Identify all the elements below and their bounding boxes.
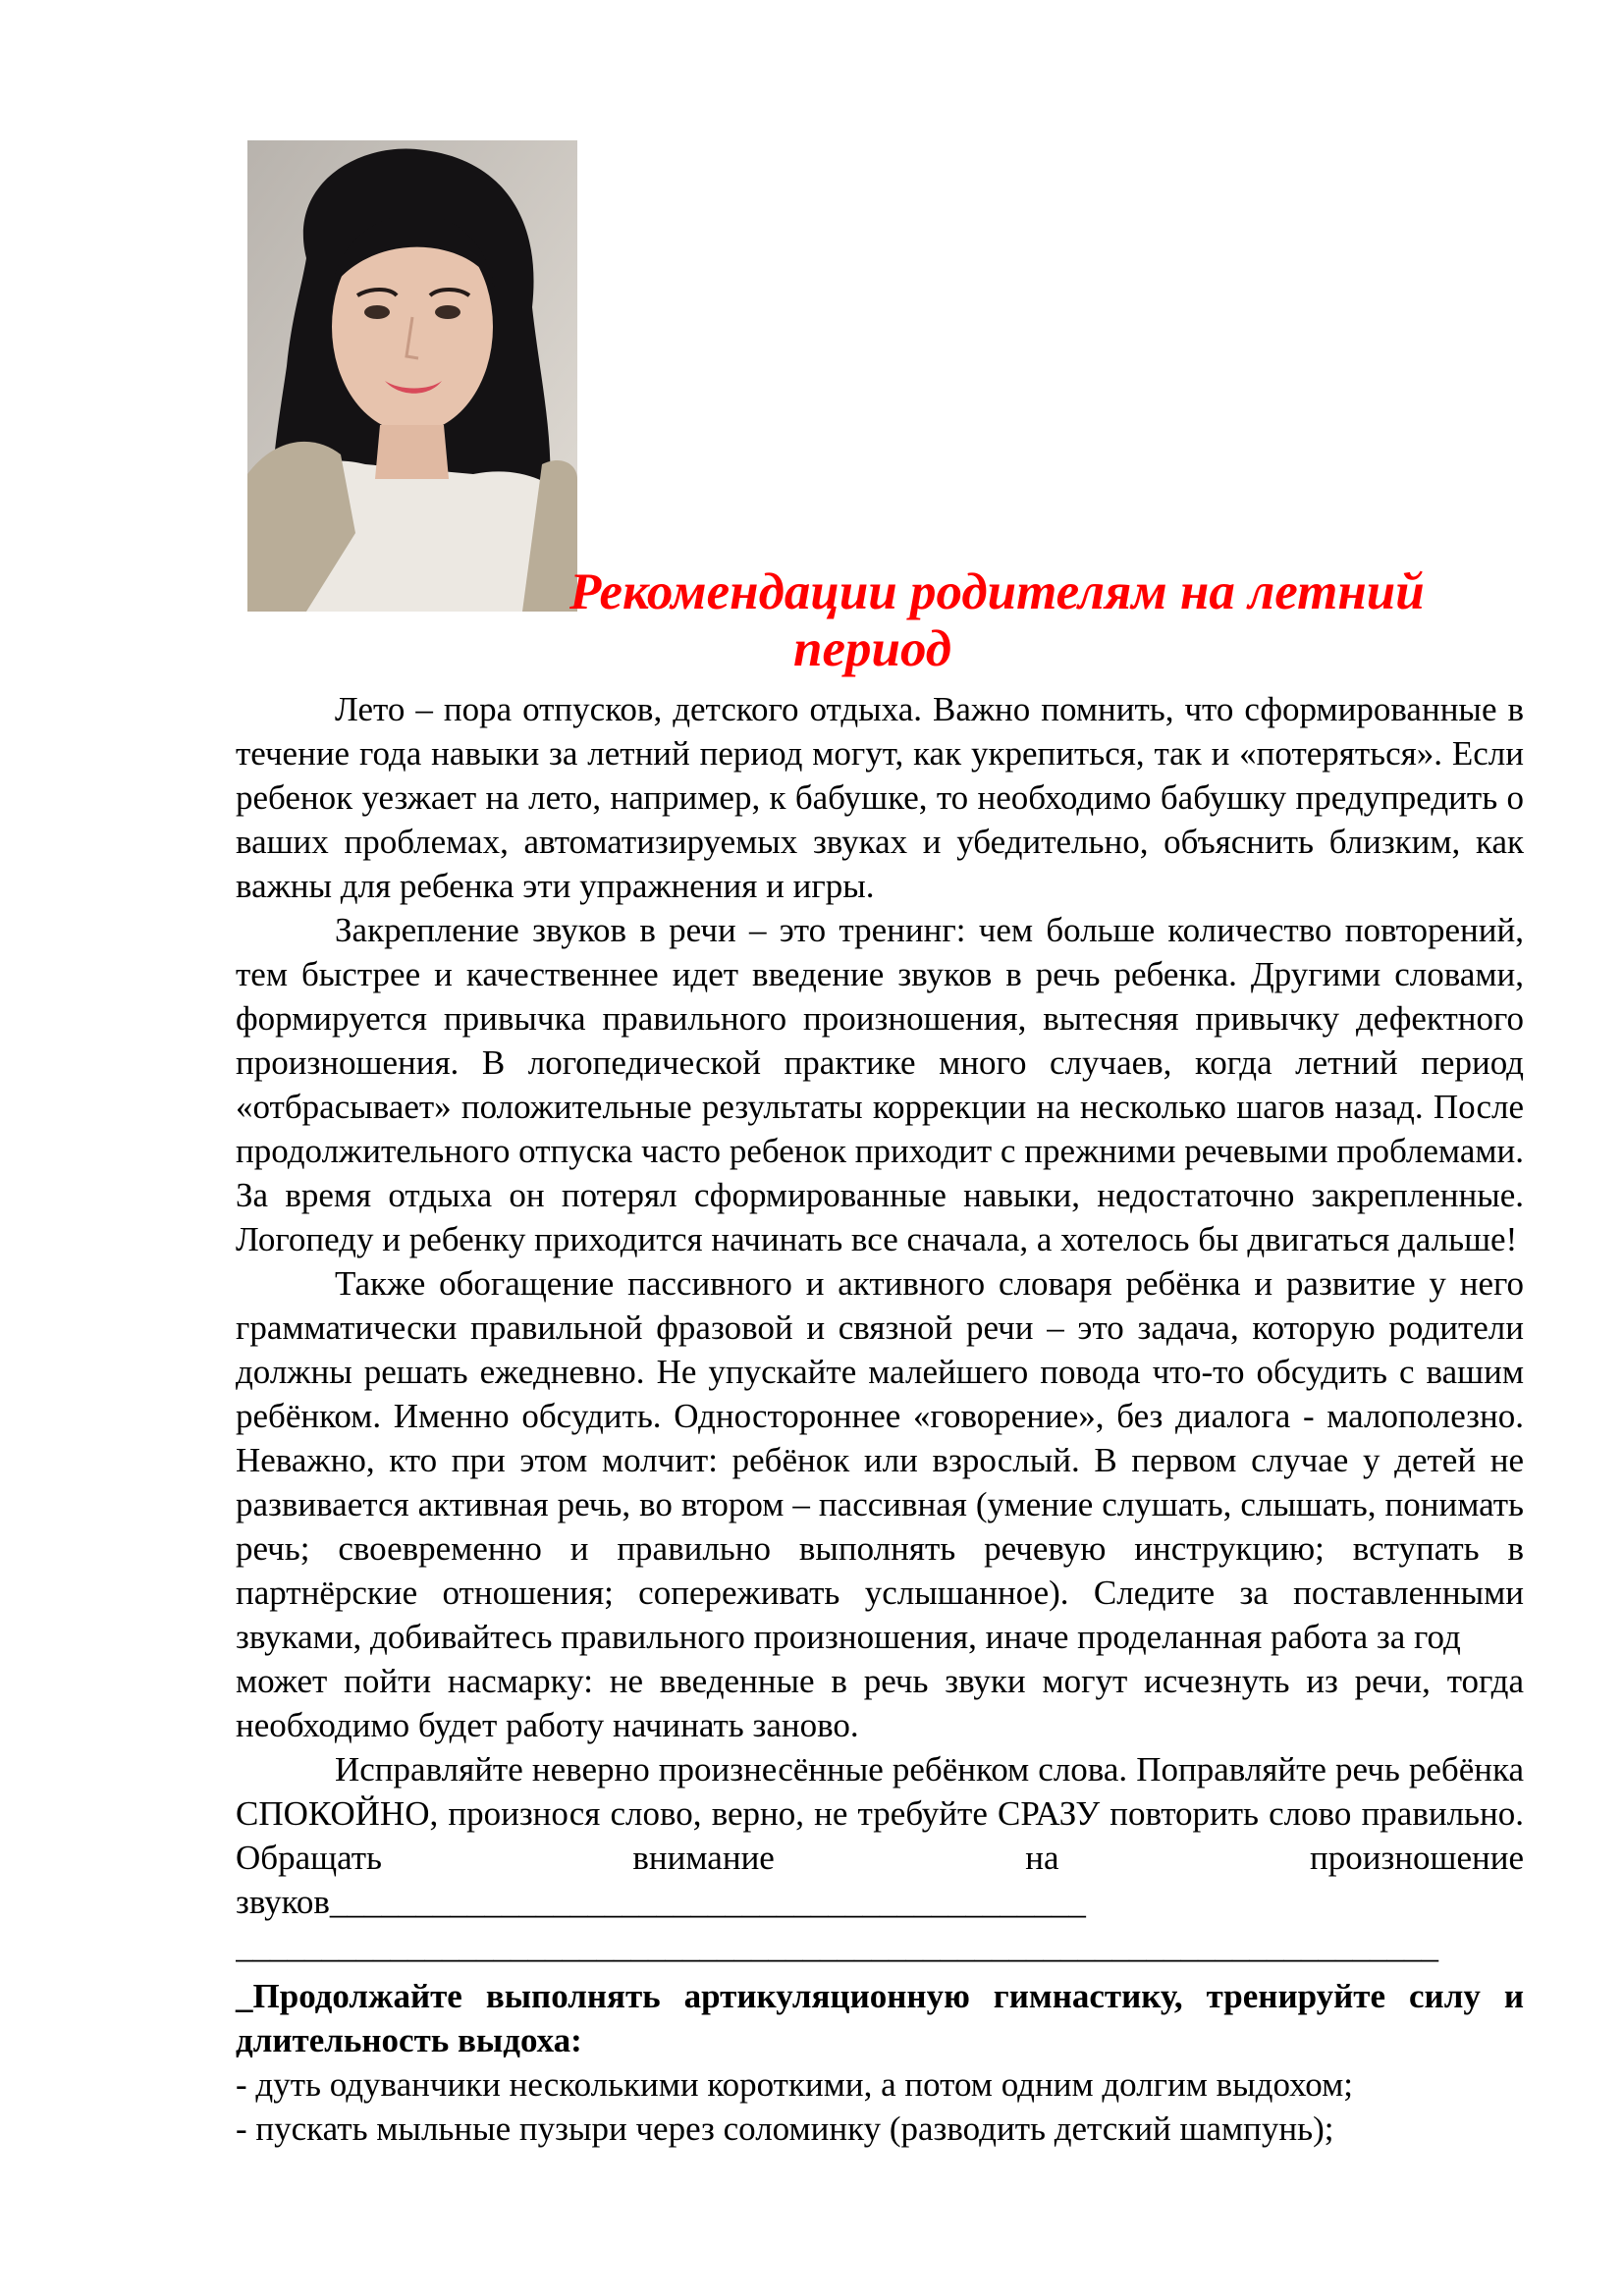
page-title [569,563,1551,677]
document-body [236,687,1524,2151]
portrait-photo-icon [247,140,577,612]
list-item: - пускать мыльные пузыри через соломинку (разводить детский шампунь); [236,2109,1334,2148]
title-line-1: Рекомендации родителям на летний [569,563,1425,620]
paragraph-correction: Исправляйте неверно произнесённые ребёнком слова. Поправляйте речь ребёнка СПОКОЙНО, произнося слово, верно, не требуйте СРАЗУ повторить слово правильно. Обращать внимание на произношение [236,1750,1524,1877]
underline-rule: ______________________________________________________________________ [236,1927,1438,1965]
paragraph-summer-intro: Лето – пора отпусков, детского отдыха. Важно помнить, что сформированные в течение года навыки за летний период могут, как укрепиться, так и «потеряться». Если ребенок уезжает на лето, например, к бабушке, то необходимо бабушку предупредить о ваших проблемах, автоматизируемых звуках и убедительно, объяснить близким, как важны для ребенка эти упражнения и игры. [236,690,1524,905]
paragraph-correction-tail: звуков____________________________________________ [236,1883,1086,1921]
paragraph-vocabulary: Также обогащение пассивного и активного словаря ребёнка и развитие у него грамматически правильной фразовой и связной речи – это задача, которую родители должны решать ежедневно. Не упускайте малейшего повода что-то обсудить с вашим ребёнком. Именно обсудить. Одностороннее «говорение», без диалога - малополезно. Неважно, кто при этом молчит: ребёнок или взрослый. В первом случае у детей не развивается активная речь, во втором – пассивная (умение слушать, слышать, понимать речь; своевременно и правильно выполнять речевую инструкцию; вступать в партнёрские отношения; сопереживать услышанное). Следите за поставленными звуками, добивайтесь правильного произношения, иначе проделанная работа за год [236,1264,1524,1656]
portrait-photo [247,140,577,612]
paragraph-continuation: может пойти насмарку: не введенные в речь звуки могут исчезнуть из речи, тогда необходимо будет работу начинать заново. [236,1662,1524,1744]
title-line-2: период [793,620,952,677]
list-item: - дуть одуванчики несколькими короткими, а потом одним долгим выдохом; [236,2065,1353,2104]
paragraph-sound-training: Закрепление звуков в речи – это тренинг: чем больше количество повторений, тем быстрее и качественнее идет введение звуков в речь ребенка. Другими словами, формируется привычка правильного произношения, вытесняя привычку дефектного произношения. В логопедической практике много случаев, когда летний период «отбрасывает» положительные результаты коррекции на несколько шагов назад. После продолжительного отпуска часто ребенок приходит с прежними речевыми проблемами. За время отдыха он потерял сформированные навыки, недостаточно закрепленные. Логопеду и ребенку приходится начинать все сначала, а хотелось бы двигаться дальше! [236,911,1524,1258]
gymnastics-heading: _Продолжайте выполнять артикуляционную гимнастику, тренируйте силу и длительность выдоха: [236,1977,1524,2059]
